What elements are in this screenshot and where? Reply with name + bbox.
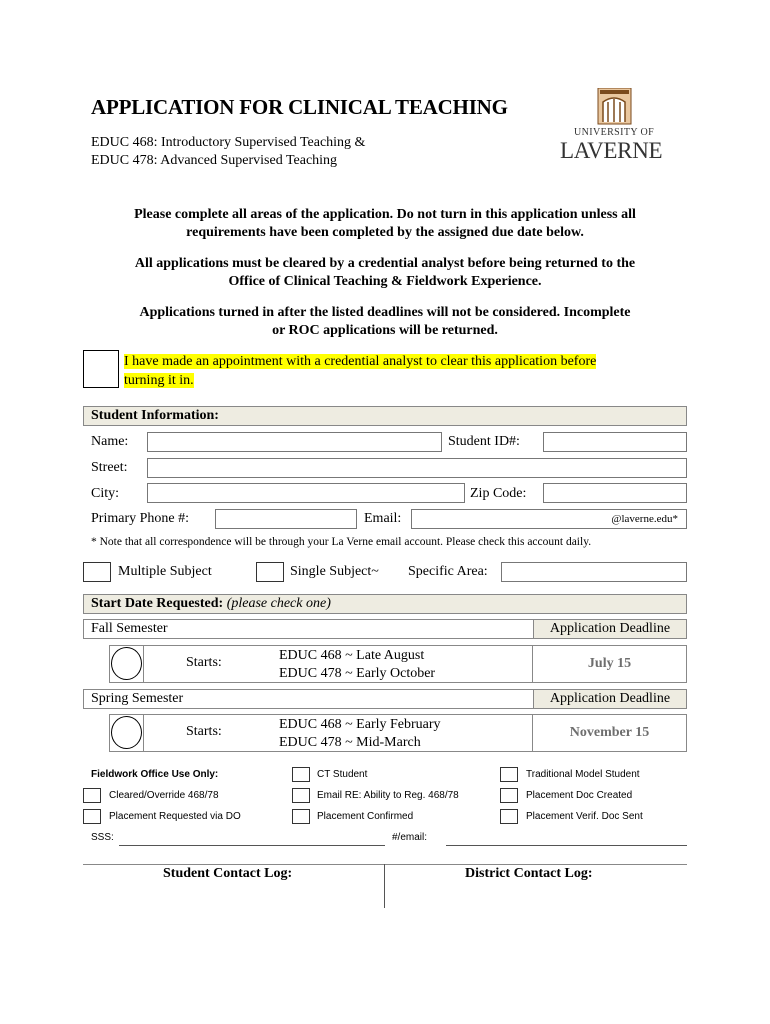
spring-starts-label: Starts: — [186, 724, 222, 739]
course-line-2: EDUC 478: Advanced Supervised Teaching — [91, 153, 338, 168]
district-contact-log-label: District Contact Log: — [465, 866, 593, 881]
appointment-line-2: turning it in. — [124, 373, 194, 388]
student-info-heading: Student Information: — [83, 406, 687, 426]
fall-starts-label: Starts: — [186, 655, 222, 670]
email-label: Email: — [364, 511, 402, 526]
placement-verif-checkbox[interactable] — [500, 809, 518, 824]
fall-dates — [279, 647, 435, 683]
start-date-heading-italic: (please check one) — [226, 596, 331, 611]
name-field[interactable] — [147, 432, 442, 452]
fall-deadline: July 15 — [532, 646, 686, 682]
cleared-override-label: Cleared/Override 468/78 — [109, 790, 219, 801]
fall-semester-row — [83, 619, 687, 639]
page-title: APPLICATION FOR CLINICAL TEACHING — [91, 95, 508, 119]
fall-date-468: EDUC 468 ~ Late August — [279, 648, 425, 663]
placement-confirmed-label: Placement Confirmed — [317, 811, 414, 822]
instruction-line: Please complete all areas of the application. Do not turn in this application unless all — [134, 207, 636, 222]
placement-requested-checkbox[interactable] — [83, 809, 101, 824]
specific-area-field[interactable] — [501, 562, 687, 582]
email-re-label: Email RE: Ability to Reg. 468/78 — [317, 790, 459, 801]
office-use-heading: Fieldwork Office Use Only: — [91, 769, 219, 780]
email-note: * Note that all correspondence will be through your La Verne email account. Please check this account daily. — [91, 536, 592, 548]
placement-verif-label: Placement Verif. Doc Sent — [526, 811, 643, 822]
city-label: City: — [91, 486, 120, 501]
placement-confirmed-checkbox[interactable] — [292, 809, 310, 824]
spring-radio-cell — [110, 715, 144, 751]
instruction-line: Applications turned in after the listed deadlines will not be considered. Incomplete — [139, 305, 631, 320]
student-id-field[interactable] — [543, 432, 687, 452]
appointment-line-1: I have made an appointment with a credential analyst to clear this application before — [124, 354, 597, 369]
city-field[interactable] — [147, 483, 465, 503]
fall-radio-cell — [110, 646, 144, 682]
student-contact-log-label: Student Contact Log: — [163, 866, 293, 881]
student-id-label: Student ID#: — [448, 434, 520, 449]
spring-dates — [279, 716, 441, 752]
spring-semester-label: Spring Semester — [91, 691, 184, 706]
fall-deadline-header: Application Deadline — [533, 619, 687, 639]
instruction-deadlines — [0, 304, 770, 340]
spring-start-option — [109, 714, 687, 752]
ct-student-label: CT Student — [317, 769, 368, 780]
phone-field[interactable] — [215, 509, 357, 529]
instruction-line: or ROC applications will be returned. — [272, 323, 498, 338]
placement-requested-label: Placement Requested via DO — [109, 811, 241, 822]
street-field[interactable] — [147, 458, 687, 478]
zip-label: Zip Code: — [470, 486, 527, 501]
placement-doc-checkbox[interactable] — [500, 788, 518, 803]
instruction-line: All applications must be cleared by a credential analyst before being returned to the — [134, 256, 636, 271]
email-office-field[interactable] — [446, 826, 687, 846]
logo-text-laverne: LAVERNE — [560, 138, 663, 163]
multiple-subject-label: Multiple Subject — [118, 564, 212, 579]
traditional-model-label: Traditional Model Student — [526, 769, 640, 780]
spring-date-478: EDUC 478 ~ Mid-March — [279, 735, 421, 750]
spring-date-468: EDUC 468 ~ Early February — [279, 717, 441, 732]
contact-log-divider-vertical — [384, 864, 385, 908]
specific-area-label: Specific Area: — [408, 564, 488, 579]
email-re-checkbox[interactable] — [292, 788, 310, 803]
fall-semester-label: Fall Semester — [91, 621, 168, 636]
contact-log-divider-horizontal — [83, 864, 687, 865]
start-date-heading-bold: Start Date Requested: — [91, 596, 224, 611]
single-subject-label: Single Subject~ — [290, 564, 379, 579]
fall-radio-button[interactable] — [111, 647, 142, 680]
email-domain-suffix: @laverne.edu* — [611, 513, 678, 525]
single-subject-checkbox[interactable] — [256, 562, 284, 582]
email-office-label: #/email: — [392, 832, 428, 843]
instruction-line: requirements have been completed by the assigned due date below. — [186, 225, 584, 240]
ct-student-checkbox[interactable] — [292, 767, 310, 782]
street-label: Street: — [91, 460, 128, 475]
zip-field[interactable] — [543, 483, 687, 503]
appointment-statement — [124, 352, 596, 390]
instruction-complete — [0, 206, 770, 242]
multiple-subject-checkbox[interactable] — [83, 562, 111, 582]
name-label: Name: — [91, 434, 129, 449]
instruction-line: Office of Clinical Teaching & Fieldwork Experience. — [228, 274, 542, 289]
sss-label: SSS: — [91, 832, 114, 843]
fall-start-option — [109, 645, 687, 683]
email-field[interactable] — [411, 509, 687, 529]
course-line-1: EDUC 468: Introductory Supervised Teaching & — [91, 135, 366, 150]
appointment-checkbox[interactable] — [83, 350, 119, 388]
cleared-override-checkbox[interactable] — [83, 788, 101, 803]
spring-semester-row — [83, 689, 687, 709]
logo-text-university: UNIVERSITY OF — [574, 127, 655, 138]
spring-radio-button[interactable] — [111, 716, 142, 749]
sss-field[interactable] — [119, 826, 385, 846]
fall-date-478: EDUC 478 ~ Early October — [279, 666, 436, 681]
start-date-heading — [83, 594, 687, 614]
instruction-clearance — [0, 255, 770, 291]
spring-deadline: November 15 — [532, 715, 686, 751]
phone-label: Primary Phone #: — [91, 511, 189, 526]
spring-deadline-header: Application Deadline — [533, 689, 687, 709]
placement-doc-label: Placement Doc Created — [526, 790, 633, 801]
traditional-model-checkbox[interactable] — [500, 767, 518, 782]
